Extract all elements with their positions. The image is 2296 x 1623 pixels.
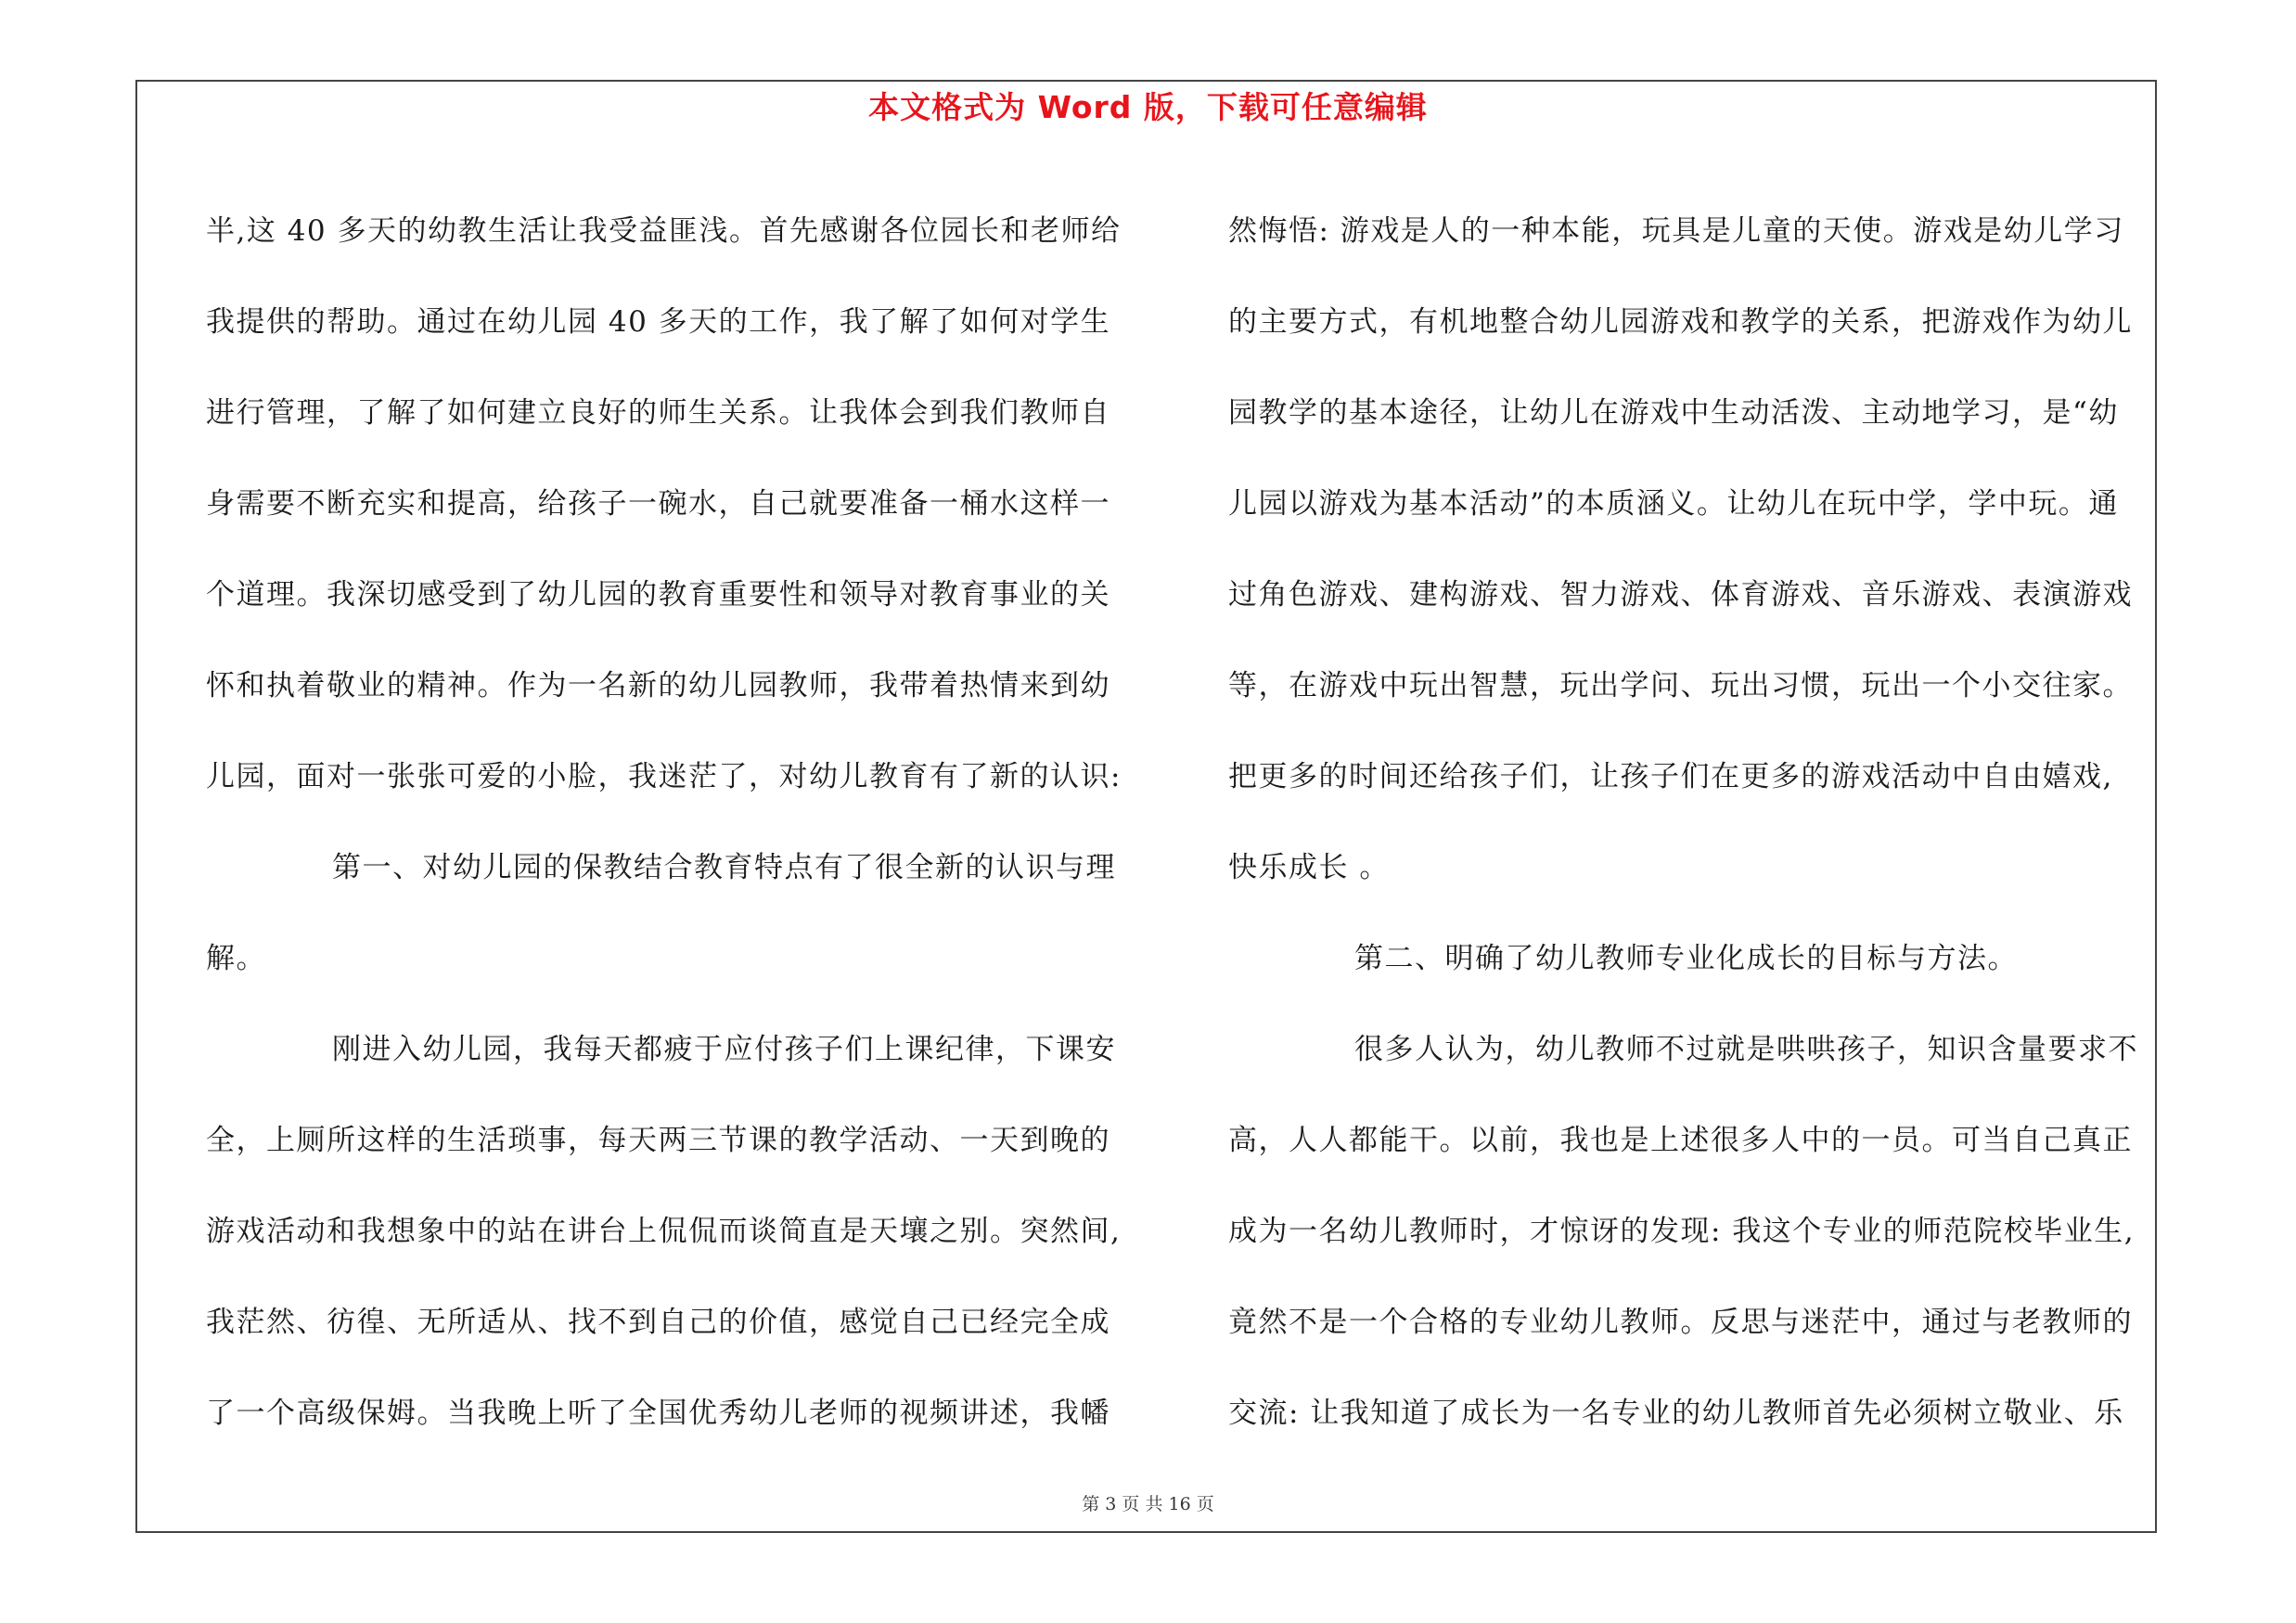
text-line: 进行管理，了解了如何建立良好的师生关系。让我体会到我们教师自 <box>206 396 1110 430</box>
text-line: 儿园，面对一张张可爱的小脸，我迷茫了，对幼儿教育有了新的认识: <box>206 760 1122 793</box>
text-line: 高，人人都能干。以前，我也是上述很多人中的一员。可当自己真正 <box>1228 1124 2133 1157</box>
text-line: 游戏活动和我想象中的站在讲台上侃侃而谈简直是天壤之别。突然间, <box>206 1215 1122 1248</box>
paragraph-heading: 第一、对幼儿园的保教结合教育特点有了很全新的认识与理 <box>332 851 1116 884</box>
text-line: 了一个高级保姆。当我晚上听了全国优秀幼儿老师的视频讲述，我幡 <box>206 1397 1110 1430</box>
left-column <box>206 186 1138 1459</box>
text-line: 半,这 40 多天的幼教生活让我受益匪浅。首先感谢各位园长和老师给 <box>206 214 1122 248</box>
text-line: 身需要不断充实和提高，给孩子一碗水，自己就要准备一桶水这样一 <box>206 487 1110 521</box>
paragraph-start: 很多人认为，幼儿教师不过就是哄哄孩子，知识含量要求不 <box>1354 1033 2138 1066</box>
paragraph-start: 刚进入幼儿园，我每天都疲于应付孩子们上课纪律，下课安 <box>332 1033 1116 1066</box>
text-line: 我提供的帮助。通过在幼儿园 40 多天的工作，我了解了如何对学生 <box>206 305 1111 339</box>
text-line: 个道理。我深切感受到了幼儿园的教育重要性和领导对教育事业的关 <box>206 578 1110 612</box>
text-line: 把更多的时间还给孩子们，让孩子们在更多的游戏活动中自由嬉戏, <box>1228 760 2113 793</box>
text-line: 的主要方式，有机地整合幼儿园游戏和教学的关系，把游戏作为幼儿 <box>1228 305 2133 339</box>
text-line: 快乐成长 。 <box>1228 851 1390 884</box>
header-banner: 本文格式为 Word 版，下载可任意编辑 <box>868 89 1428 125</box>
text-line: 怀和执着敬业的精神。作为一名新的幼儿园教师，我带着热情来到幼 <box>206 669 1110 702</box>
text-line: 交流: 让我知道了成长为一名专业的幼儿教师首先必须树立敬业、乐 <box>1228 1397 2124 1430</box>
text-line: 等，在游戏中玩出智慧，玩出学问、玩出习惯，玩出一个小交往家。 <box>1228 669 2133 702</box>
page-number: 第 3 页 共 16 页 <box>1082 1494 1214 1514</box>
paragraph-heading: 第二、明确了幼儿教师专业化成长的目标与方法。 <box>1354 942 2018 975</box>
text-line: 我茫然、彷徨、无所适从、找不到自己的价值，感觉自己已经完全成 <box>206 1306 1110 1339</box>
text-line: 全，上厕所这样的生活琐事，每天两三节课的教学活动、一天到晚的 <box>206 1124 1110 1157</box>
text-line: 园教学的基本途径，让幼儿在游戏中生动活泼、主动地学习，是“幼 <box>1228 396 2119 430</box>
text-line: 解。 <box>206 942 266 975</box>
text-line: 儿园以游戏为基本活动”的本质涵义。让幼儿在玩中学，学中玩。通 <box>1228 487 2119 521</box>
right-column <box>1228 186 2161 1459</box>
text-line: 过角色游戏、建构游戏、智力游戏、体育游戏、音乐游戏、表演游戏 <box>1228 578 2133 612</box>
text-line: 成为一名幼儿教师时，才惊讶的发现: 我这个专业的师范院校毕业生, <box>1228 1215 2136 1248</box>
text-line: 竟然不是一个合格的专业幼儿教师。反思与迷茫中，通过与老教师的 <box>1228 1306 2133 1339</box>
text-line: 然悔悟: 游戏是人的一种本能，玩具是儿童的天使。游戏是幼儿学习 <box>1228 214 2124 248</box>
